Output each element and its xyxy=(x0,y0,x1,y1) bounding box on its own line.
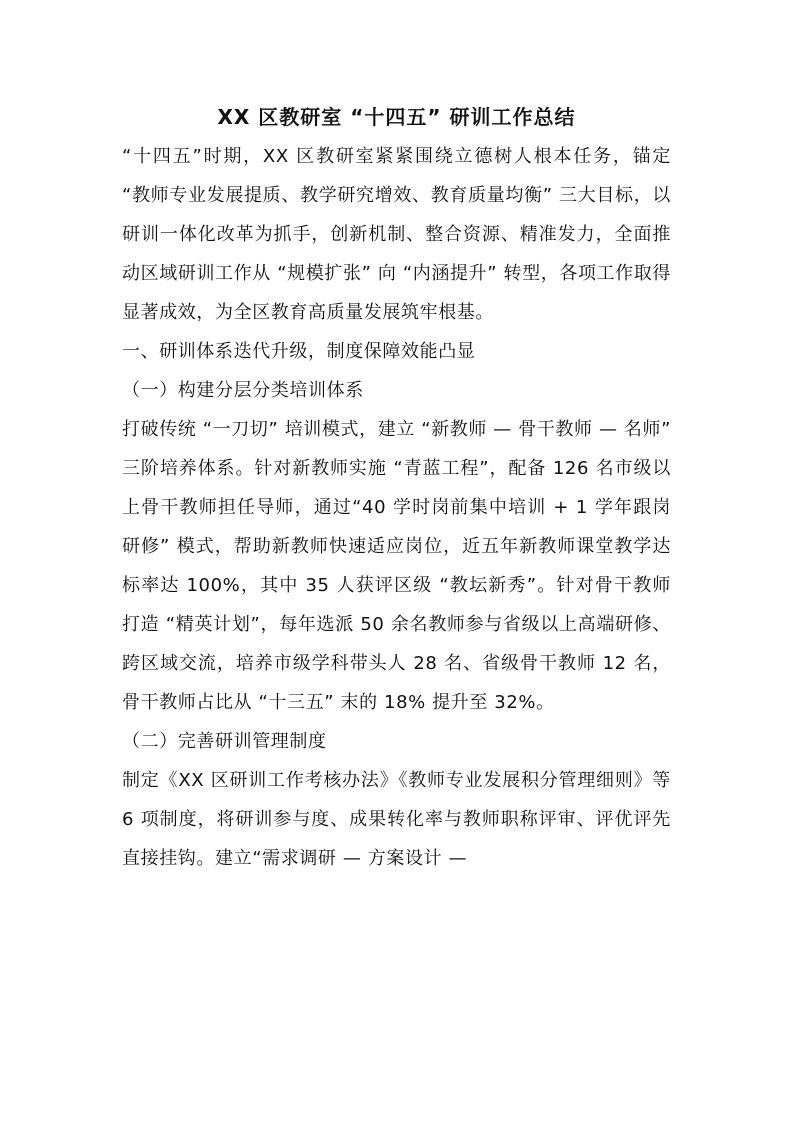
document-title: XX 区教研室 “十四五” 研训工作总结 xyxy=(217,105,576,129)
subsection-heading-2: （二）完善研训管理制度 xyxy=(122,731,327,752)
subsection-heading-1: （一）构建分层分类培训体系 xyxy=(122,380,364,401)
section-heading-1: 一、研训体系迭代升级，制度保障效能凸显 xyxy=(122,341,476,362)
intro-paragraph: “十四五”时期，XX 区教研室紧紧围绕立德树人根本任务，锚定 “教师专业发展提质、教学研究增效、教育质量均衡” 三大目标，以研训一体化改革为抓手，创新机制、整合资源、精准发力，全面推动区域研训工作从 “规模扩张” 向 “内涵提升” 转型，各项工作取得显著成效，为全区教育高质量发展筑牢根基。 xyxy=(122,146,672,323)
subsection-paragraph-2: 制定《XX 区研训工作考核办法》《教师专业发展积分管理细则》等 6 项制度，将研训参与度、成果转化率与教师职称评审、评优评先直接挂钩。建立“需求调研 — 方案设计 — xyxy=(122,770,671,869)
subsection-paragraph-1: 打破传统 “一刀切” 培训模式，建立 “新教师 — 骨干教师 — 名师” 三阶培养体系。针对新教师实施 “青蓝工程”，配备 126 名市级以上骨干教师担任导师，通过“40 学时岗前集中培训 + 1 学年跟岗研修” 模式，帮助新教师快速适应岗位，近五年新教师课堂教学达标率达 100%，其中 35 人获评区级 “教坛新秀”。针对骨干教师打造 “精英计划”，每年选派 50 余名教师参与省级以上高端研修、跨区域交流，培养市级学科带头人 28 名、省级骨干教师 12 名，骨干教师占比从 “十三五” 末的 18% 提升至 32%。 xyxy=(122,419,671,713)
